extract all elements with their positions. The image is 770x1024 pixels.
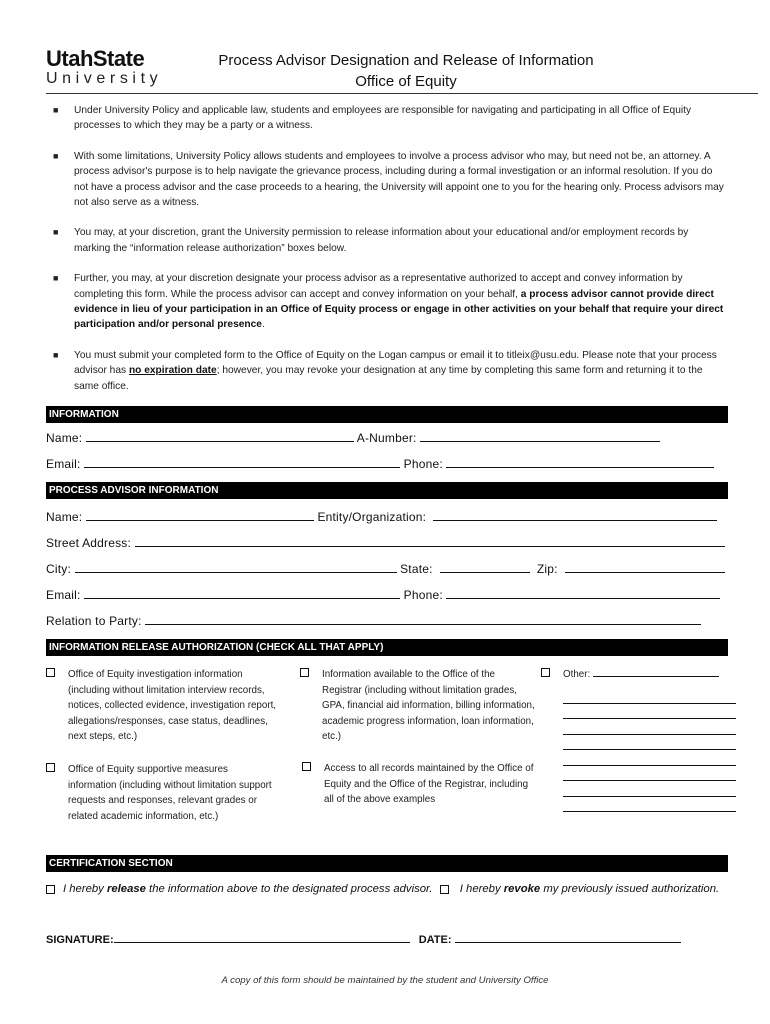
- section-header-advisor: PROCESS ADVISOR INFORMATION: [46, 482, 728, 499]
- revoke-text-post: my previously issued authorization.: [540, 883, 720, 895]
- release-checkbox[interactable]: [46, 885, 55, 894]
- street-label: Street Address:: [46, 536, 132, 550]
- state-label: State:: [400, 562, 433, 576]
- option-label: Information available to the Office of the Registrar (including without limitation grades, GPA, financial aid information, billing information, academic progress information, loan information, etc.): [322, 669, 535, 742]
- info-row-2: [46, 457, 714, 471]
- section-header-certification: CERTIFICATION SECTION: [46, 855, 728, 872]
- instruction-item: [46, 348, 726, 394]
- advisor-email-field[interactable]: [84, 588, 400, 599]
- advisor-row-5: [46, 614, 701, 628]
- university-logo: [46, 48, 186, 88]
- other-line[interactable]: [563, 797, 736, 813]
- info-row-1: [46, 431, 660, 445]
- bullet-icon: ■: [53, 150, 59, 161]
- option-label: Office of Equity investigation information (including without limitation interview records, notices, collected evidence, investigation report, allegations/responses, case status, deadlines, next steps, etc.): [68, 669, 277, 742]
- other-line[interactable]: [563, 735, 736, 751]
- certification-statement: [46, 880, 726, 898]
- state-field[interactable]: [440, 562, 530, 573]
- checkbox-icon[interactable]: [302, 762, 311, 771]
- instruction-text: You may, at your discretion, grant the University permission to release information about your educational and/or employment records by marking the “information release authorization” boxes below.: [74, 227, 689, 254]
- bullet-icon: ■: [53, 227, 59, 238]
- advisor-row-1: [46, 510, 717, 524]
- instruction-text: Under University Policy and applicable law, students and employees are responsible for navigating and participating in all Office of Equity processes to which they may be a party or a witness.: [74, 105, 692, 132]
- logo-main-text: UtahState: [46, 46, 145, 71]
- signature-row: [46, 932, 681, 946]
- option-label: Office of Equity supportive measures information (including without limitation support requests and responses, relevant grades or related academic information, etc.): [68, 764, 272, 822]
- phone-field[interactable]: [446, 457, 714, 468]
- form-title: [196, 50, 616, 92]
- instruction-item: [46, 271, 726, 333]
- signature-field[interactable]: [114, 932, 410, 943]
- date-label: DATE:: [418, 934, 452, 946]
- instruction-text: With some limitations, University Policy allows students and employees to involve a process advisor who may, but need not be, an attorney. A process advisor's purpose is to help navigate the grievance process, including during a formal investigation or an informal resolution. If you do not have a process advisor and the case proceeds to a hearing, the University will appoint one to you for the hearing only. Process advisors may not also serve as a witness.: [74, 150, 724, 209]
- advisor-row-2: [46, 536, 725, 550]
- instruction-text: .: [261, 319, 265, 331]
- city-label: City:: [46, 562, 71, 576]
- name-field[interactable]: [86, 431, 354, 442]
- revoke-checkbox[interactable]: [440, 885, 449, 894]
- checkbox-icon[interactable]: [541, 668, 550, 677]
- release-text-post: the information above to the designated process advisor.: [145, 883, 433, 895]
- phone-label: Phone:: [403, 457, 443, 471]
- other-line[interactable]: [563, 750, 736, 766]
- anumber-label: A-Number:: [356, 431, 417, 445]
- other-field[interactable]: [593, 667, 719, 677]
- other-line[interactable]: [563, 781, 736, 797]
- instruction-list: [46, 103, 726, 409]
- other-line[interactable]: [563, 766, 736, 782]
- entity-label: Entity/Organization:: [317, 510, 427, 524]
- other-line[interactable]: [563, 688, 736, 704]
- release-option-supportive[interactable]: [46, 762, 278, 824]
- footer-note: A copy of this form should be maintained by the student and University Office: [221, 975, 549, 986]
- release-option-other[interactable]: [541, 667, 737, 683]
- title-line-1: Process Advisor Designation and Release of Information: [218, 52, 594, 69]
- instruction-item: [46, 225, 726, 256]
- option-label: Access to all records maintained by the Office of Equity and the Office of the Registrar, including all of the above examples: [324, 763, 534, 805]
- other-row: [541, 667, 737, 683]
- advisor-row-4: [46, 588, 720, 602]
- advisor-name-label: Name:: [46, 510, 83, 524]
- logo-sub-text: University: [46, 70, 163, 87]
- relation-label: Relation to Party:: [46, 614, 142, 628]
- instruction-text: ; however, you may revoke your designation at any time by completing this same form and returning it to the same office.: [74, 365, 703, 392]
- instruction-text: Further, you may, at your discretion designate your process advisor as a representative authorized to accept and convey information by completing this form. While the process advisor can accept and convey information on your behalf,: [74, 273, 683, 300]
- instruction-text: You must submit your completed form to the Office of Equity on the Logan campus or email it to titleix@usu.edu. Please note that your process advisor has: [74, 349, 717, 377]
- instruction-bold-text: a process advisor cannot provide direct evidence in lieu of your participation in an Office of Equity process or engage in other activities on your behalf that require your direct participation and/or personal presence: [74, 288, 724, 331]
- option-label: Other:: [563, 669, 591, 680]
- entity-field[interactable]: [433, 510, 717, 521]
- street-field[interactable]: [135, 536, 725, 547]
- bullet-icon: ■: [53, 273, 59, 284]
- instruction-item: [46, 103, 726, 134]
- relation-field[interactable]: [145, 614, 701, 625]
- other-line[interactable]: [563, 719, 736, 735]
- other-line[interactable]: [563, 704, 736, 720]
- other-lines[interactable]: [563, 688, 736, 812]
- form-header: [46, 46, 758, 94]
- checkbox-icon[interactable]: [46, 763, 55, 772]
- advisor-phone-label: Phone:: [403, 588, 443, 602]
- checkbox-icon[interactable]: [300, 668, 309, 677]
- zip-label: Zip:: [536, 562, 558, 576]
- instruction-bold-text: no expiration date: [128, 365, 217, 377]
- section-header-release: INFORMATION RELEASE AUTHORIZATION (CHECK ALL THAT APPLY): [46, 639, 728, 656]
- release-text-bold: release: [106, 883, 146, 895]
- email-label: Email:: [46, 457, 81, 471]
- anumber-field[interactable]: [420, 431, 660, 442]
- name-label: Name:: [46, 431, 83, 445]
- bullet-icon: ■: [53, 349, 59, 360]
- release-option-all-records[interactable]: [302, 761, 538, 808]
- title-line-2: Office of Equity: [355, 73, 457, 90]
- advisor-phone-field[interactable]: [446, 588, 720, 599]
- bullet-icon: ■: [53, 105, 59, 115]
- city-field[interactable]: [75, 562, 397, 573]
- advisor-name-field[interactable]: [86, 510, 314, 521]
- release-option-investigation[interactable]: [46, 667, 278, 745]
- advisor-row-3: [46, 562, 725, 576]
- checkbox-icon[interactable]: [46, 668, 55, 677]
- signature-label: SIGNATURE:: [46, 934, 114, 946]
- date-field[interactable]: [455, 932, 681, 943]
- release-text-pre: I hereby: [63, 883, 107, 895]
- revoke-text-bold: revoke: [503, 883, 541, 895]
- section-header-information: INFORMATION: [46, 406, 728, 423]
- release-option-registrar[interactable]: [300, 667, 536, 745]
- instruction-item: [46, 149, 726, 211]
- advisor-email-label: Email:: [46, 588, 81, 602]
- email-field[interactable]: [84, 457, 400, 468]
- revoke-text-pre: I hereby: [459, 883, 504, 895]
- zip-field[interactable]: [565, 562, 725, 573]
